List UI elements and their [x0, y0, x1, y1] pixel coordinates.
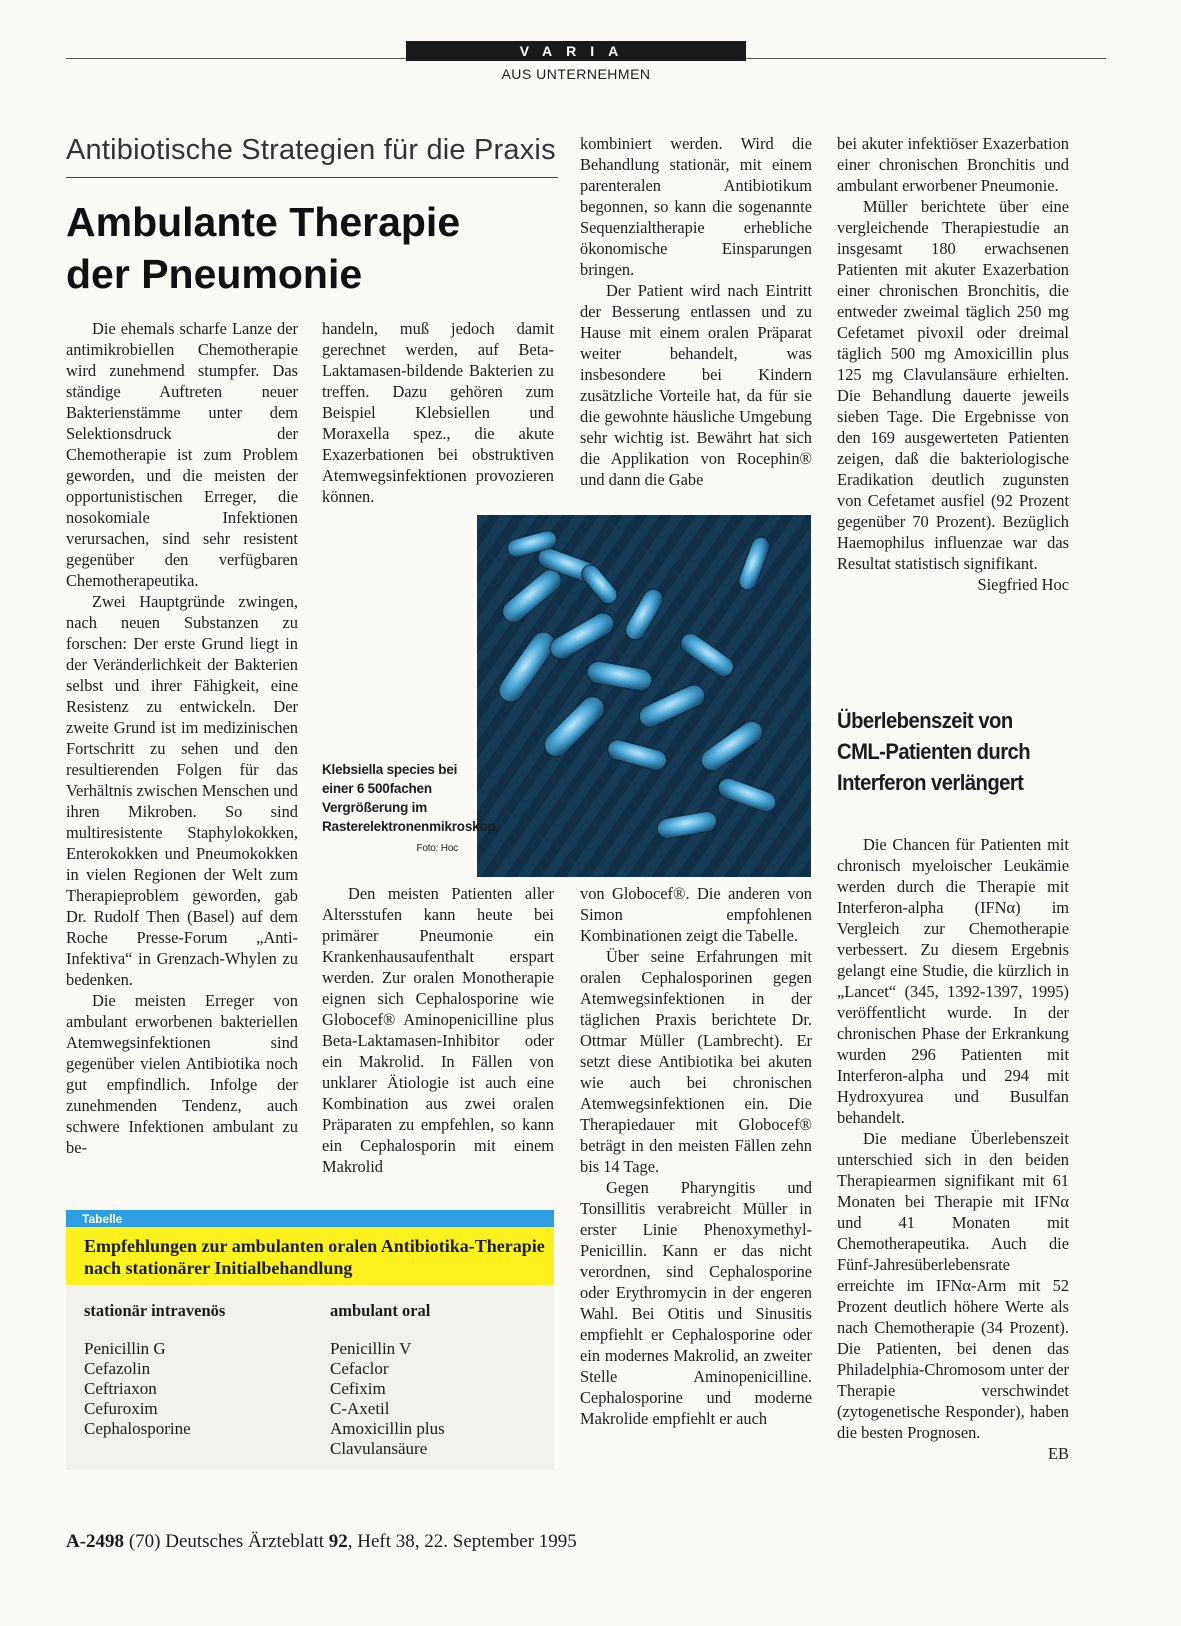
table-cell: Penicillin G	[84, 1339, 166, 1358]
article-column-2-top	[322, 318, 554, 507]
table-cell: C-Axetil	[330, 1399, 390, 1418]
paragraph: Die ehemals scharfe Lanze der antimikrobiellen Chemotherapie wird zunehmend stumpfer. Das ständige Auftreten neuer Bakterienstämme unter dem Selektionsdruck der Chemotherapie ist zum Problem geworden, und die meisten der opportunistischen Erreger, die nosokomiale Infektionen verursachen, sind sehr resistent gegenüber den verfügbaren Chemotherapeutika.	[66, 319, 298, 590]
caption-text: Klebsiella species bei einer 6 500fachen Vergrößerung im Rasterelektronenmikroskop.	[322, 762, 500, 834]
paragraph: handeln, muß jedoch damit gerechnet werden, auf Beta-Laktamasen-bildende Bakterien zu treffen. Dazu gehören zum Beispiel Klebsiellen und Moraxella spez., die akute Exazerbationen bei obstruktiven Atemwegsinfektionen provozieren können.	[322, 319, 554, 506]
paragraph: Die meisten Erreger von ambulant erworbenen bakteriellen Atemwegsinfektionen sind gegenüber vielen Antibiotika noch gut empfindlich. Infolge der zunehmenden Tendenz, auch schwere Infektionen ambulant zu be-	[66, 991, 298, 1157]
article-column-3-top	[580, 133, 812, 490]
paragraph: Über seine Erfahrungen mit oralen Cephalosporinen gegen Atemwegsinfektionen in der täglichen Praxis berichtete Dr. Ottmar Müller (Lambrecht). Er setzt diese Antibiotika bei akuten wie auch bei chronischen Atemwegsinfektionen ein. Die Therapiedauer mit Globocef® beträgt in den meisten Fällen zehn bis 14 Tage.	[580, 947, 812, 1176]
table-cell: Cephalosporine	[84, 1419, 191, 1438]
paragraph: Die mediane Überlebenszeit unterschied sich in den beiden Therapiearmen signifikant mit 61 Monaten bei Therapie mit IFNα und 41 Monaten mit Chemotherapeutika. Auch die Fünf-Jahresüberlebensrate erreichte im IFNα-Arm mit 52 Prozent deutlich höhere Werte als nach Chemotherapie (34 Prozent). Die Patienten, bei denen das Philadelphia-Chromosom unter der Therapie verschwindet (zytogenetische Responder), haben die besten Prognosen.	[837, 1129, 1069, 1442]
table-cell: Cefuroxim	[84, 1399, 158, 1418]
table-column-left	[84, 1339, 304, 1439]
table-header-right: ambulant oral	[330, 1301, 431, 1320]
article2-headline: Überlebenszeit von CML-Patienten durch Interferon verlängert	[837, 708, 1031, 795]
micrograph-illustration	[477, 515, 811, 877]
table-cell: Amoxicillin plus Clavulansäure	[330, 1419, 445, 1458]
bacteria-micrograph-photo	[477, 515, 811, 877]
table-column-right	[330, 1339, 545, 1459]
citation-a: (70) Deutsches Ärzteblatt	[128, 1531, 329, 1552]
paragraph: bei akuter infektiöser Exazerbation einer chronischen Bronchitis und ambulant erworbener Pneumonie.	[837, 134, 1069, 195]
paragraph: Müller berichtete über eine vergleichende Therapiestudie an insgesamt 180 erwachsenen Patienten mit akuter Exazerbation einer chronischen Bronchitis, die entweder zweimal täglich 250 mg Cefetamet pivoxil oder dreimal täglich 500 mg Amoxicillin plus 125 mg Clavulansäure erhielten. Die Behandlung dauerte jeweils sieben Tage. Die Ergebnisse von den 169 ausgewerteten Patienten zeigen, daß die bakteriologische Eradikation deutlich zugunsten von Cefetamet ausfiel (92 Prozent gegenüber 70 Prozent). Bezüglich Haemophilus influenzae war das Resultat statistisch signifikant.	[837, 197, 1069, 573]
paragraph: Gegen Pharyngitis und Tonsillitis verabreicht Müller in erster Linie Phenoxymethyl-Penicillin. Kann er das nicht verordnen, sind Cephalosporine oder Erythromycin in der engeren Wahl. Bei Otitis und Sinusitis empfiehlt er Cephalosporine oder ein modernes Makrolid, an zweiter Stelle Aminopenicilline. Cephalosporine und moderne Makrolide empfiehlt er auch	[580, 1178, 812, 1428]
article-column-1	[66, 318, 298, 1158]
page-code: A-2498	[66, 1531, 125, 1552]
paragraph: von Globocef®. Die anderen von Simon empfohlenen Kombinationen zeigt die Tabelle.	[580, 884, 812, 945]
paragraph: kombiniert werden. Wird die Behandlung stationär, mit einem parenteralen Antibiotikum begonnen, so kann die sogenannte Sequenzialtherapie erhebliche ökonomische Einsparungen bringen.	[580, 134, 812, 279]
article-column-2-bottom	[322, 883, 554, 1177]
paragraph: Die Chancen für Patienten mit chronisch myeloischer Leukämie werden durch die Therapie mit Interferon-alpha (IFNα) im Vergleich zur Chemotherapie verbessert. Zu diesem Ergebnis gelangt eine Studie, die kürzlich in „Lancet“ (345, 1392-1397, 1995) veröffentlicht wurde. In der chronischen Phase der Erkrankung wurden 296 Patienten mit Interferon-alpha und 294 mit Hydroxyurea und Busulfan behandelt.	[837, 835, 1069, 1127]
paragraph: Der Patient wird nach Eintritt der Besserung entlassen und zu Hause mit einem oralen Präparat weiter behandelt, was insbesondere bei Kindern zusätzliche Vorteile hat, da für sie die gewohnte häusliche Umgebung sehr wichtig ist. Bewährt hat sich die Applikation von Rocephin® und dann die Gabe	[580, 281, 812, 489]
table-cell: Penicillin V	[330, 1339, 412, 1358]
table-cell: Cefixim	[330, 1379, 386, 1398]
photo-credit: Foto: Hoc	[416, 843, 458, 854]
table-header-left: stationär intravenös	[84, 1301, 226, 1320]
paragraph: Den meisten Patienten aller Altersstufen kann heute bei primärer Pneumonie ein Krankenhausaufenthalt erspart werden. Zur oralen Monotherapie eignen sich Cephalosporine wie Globocef® Aminopenicilline plus Beta-Laktamasen-Inhibitor oder ein Makrolid. In Fällen von unklarer Ätiologie ist auch eine Kombination aus zwei oralen Präparaten zu empfehlen, so kann ein Cephalosporin mit einem Makrolid	[322, 884, 554, 1176]
paragraph: Zwei Hauptgründe zwingen, nach neuen Substanzen zu forschen: Der erste Grund liegt in der Veränderlichkeit der Bakterien selbst und ihrer Fähigkeit, eine Resistenz zu entwickeln. Der zweite Grund ist im medizinischen Fortschritt zu sehen und den resultierenden Folgen für das Verhältnis zwischen Menschen und ihren Mikroben. So sind multiresistente Staphylokokken, Enterokokken und Pneumokokken in vielen Regionen der Welt zum Therapieproblem geworden, gab Dr. Rudolf Then (Basel) auf dem Roche Presse-Forum „Anti-Infektiva“ in Grenzach-Whylen zu bedenken.	[66, 592, 298, 989]
article2-body	[837, 834, 1069, 1464]
table-tag: Tabelle	[66, 1210, 554, 1227]
table-cell: Ceftriaxon	[84, 1379, 157, 1398]
article-column-3-bottom	[580, 883, 812, 1429]
article2-author: EB	[1048, 1444, 1069, 1463]
photo-caption	[322, 760, 500, 858]
subsection-label: AUS UNTERNEHMEN	[501, 66, 651, 82]
volume-number: 92	[328, 1531, 348, 1552]
headline-line-2: der Pneumonie	[66, 251, 363, 297]
page-footer	[66, 1531, 577, 1553]
table-cell: Cefaclor	[330, 1359, 389, 1378]
article-kicker: Antibiotische Strategien für die Praxis	[66, 134, 556, 166]
section-banner: VARIA	[406, 41, 746, 61]
citation-b: , Heft 38, 22. September 1995	[347, 1531, 577, 1552]
kicker-rule	[66, 177, 558, 178]
article-column-4-top	[837, 133, 1069, 595]
table-title: Empfehlungen zur ambulanten oralen Antibiotika-Therapie nach stationärer Initialbehandlung	[66, 1227, 554, 1285]
headline-line-1: Ambulante Therapie	[66, 199, 461, 245]
table-cell: Cefazolin	[84, 1359, 151, 1378]
article-headline	[66, 196, 566, 300]
author-signature: Siegfried Hoc	[977, 575, 1069, 594]
